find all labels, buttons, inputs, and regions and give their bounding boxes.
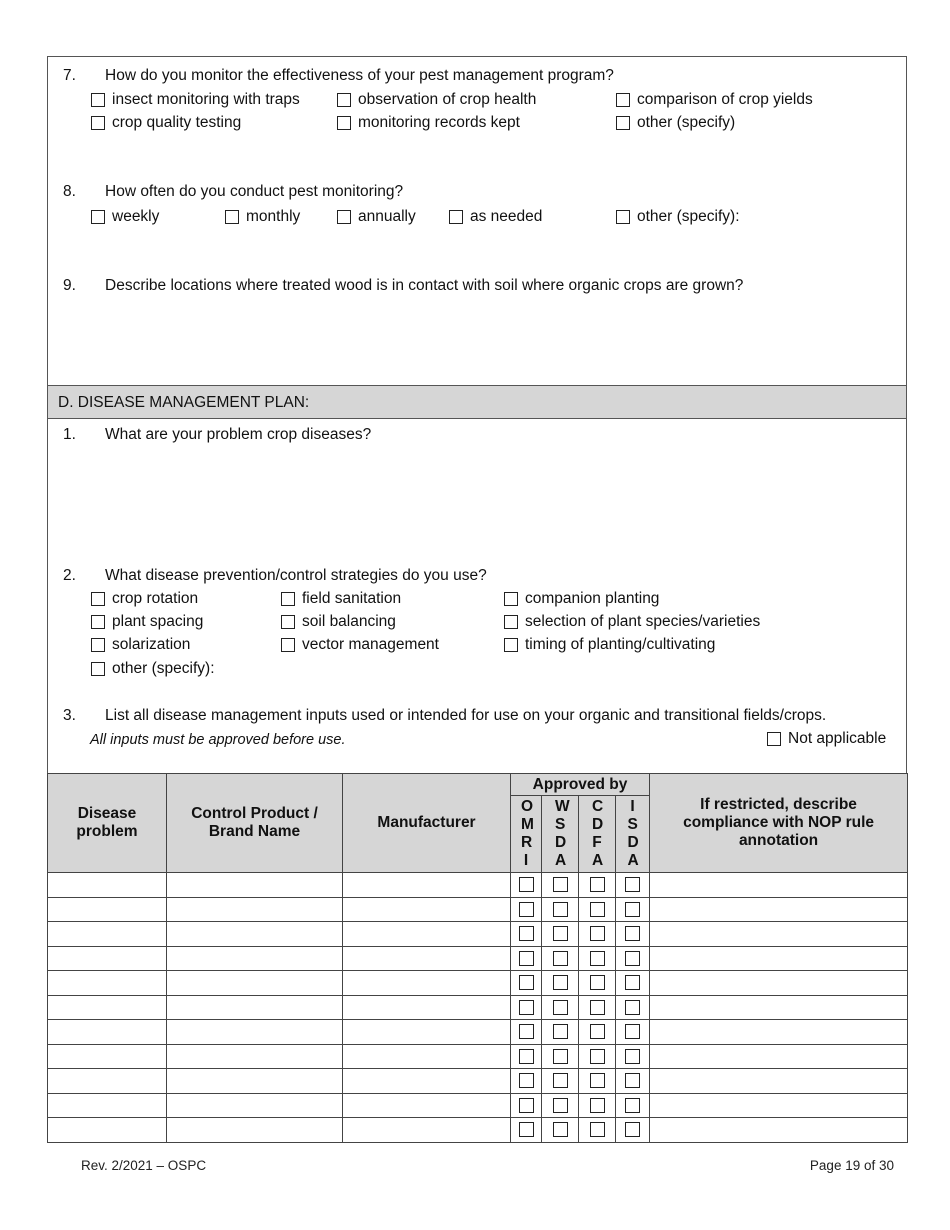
cell-restricted[interactable]	[650, 1069, 908, 1094]
checkbox[interactable]	[449, 210, 463, 224]
option-other-specify[interactable]: other (specify):	[616, 207, 740, 227]
option-monthly[interactable]: monthly	[225, 207, 300, 227]
checkbox[interactable]	[91, 638, 105, 652]
table-row	[48, 1020, 908, 1045]
approval-checkbox[interactable]	[519, 926, 534, 941]
header-wsda: W S D A	[542, 796, 579, 873]
checkbox[interactable]	[337, 93, 351, 107]
approval-checkbox[interactable]	[553, 1024, 568, 1039]
header-manufacturer: Manufacturer	[343, 774, 511, 873]
cell-control-product[interactable]	[167, 922, 343, 947]
approval-checkbox[interactable]	[553, 975, 568, 990]
cell-disease-problem[interactable]	[48, 922, 167, 947]
approval-checkbox[interactable]	[519, 1098, 534, 1113]
question-number: 1.	[63, 426, 76, 443]
option-crop-yields[interactable]: comparison of crop yields	[616, 90, 813, 110]
table-row	[48, 1044, 908, 1069]
cell-wsda	[542, 873, 579, 898]
cell-omri	[511, 995, 542, 1020]
cell-manufacturer[interactable]	[343, 995, 511, 1020]
question-text: What disease prevention/control strategies do you use?	[105, 567, 487, 584]
option-species-selection[interactable]: selection of plant species/varieties	[504, 612, 760, 632]
option-other-specify[interactable]: other (specify)	[616, 113, 735, 133]
approval-checkbox[interactable]	[519, 1049, 534, 1064]
approval-checkbox[interactable]	[625, 1024, 640, 1039]
approval-checkbox[interactable]	[519, 975, 534, 990]
option-field-sanitation[interactable]: field sanitation	[281, 589, 401, 609]
cell-disease-problem[interactable]	[48, 1044, 167, 1069]
option-insect-traps[interactable]: insect monitoring with traps	[91, 90, 300, 110]
cell-isda	[616, 995, 650, 1020]
approval-checkbox[interactable]	[625, 877, 640, 892]
approval-checkbox[interactable]	[553, 1073, 568, 1088]
approval-checkbox[interactable]	[590, 951, 605, 966]
approval-checkbox[interactable]	[625, 926, 640, 941]
option-crop-health[interactable]: observation of crop health	[337, 90, 536, 110]
approval-checkbox[interactable]	[590, 1098, 605, 1113]
cell-isda	[616, 922, 650, 947]
question-number: 7.	[63, 67, 76, 84]
cell-wsda	[542, 1069, 579, 1094]
cell-omri	[511, 1069, 542, 1094]
form-page	[47, 56, 907, 1141]
approval-checkbox[interactable]	[590, 1049, 605, 1064]
cell-omri	[511, 1020, 542, 1045]
cell-disease-problem[interactable]	[48, 1118, 167, 1143]
approval-checkbox[interactable]	[625, 1049, 640, 1064]
option-crop-rotation[interactable]: crop rotation	[91, 589, 198, 609]
cell-manufacturer[interactable]	[343, 897, 511, 922]
footer-page-number: Page 19 of 30	[809, 1158, 894, 1173]
cell-omri	[511, 971, 542, 996]
cell-isda	[616, 1020, 650, 1045]
approval-checkbox[interactable]	[553, 1000, 568, 1015]
approval-note: All inputs must be approved before use.	[90, 732, 346, 748]
option-records-kept[interactable]: monitoring records kept	[337, 113, 520, 133]
approval-checkbox[interactable]	[553, 1049, 568, 1064]
cell-cdfa	[579, 971, 616, 996]
checkbox[interactable]	[91, 93, 105, 107]
cell-restricted[interactable]	[650, 1093, 908, 1118]
option-other-specify[interactable]: other (specify):	[91, 659, 215, 679]
cell-restricted[interactable]	[650, 1118, 908, 1143]
cell-cdfa	[579, 1118, 616, 1143]
cell-control-product[interactable]	[167, 1020, 343, 1045]
option-soil-balancing[interactable]: soil balancing	[281, 612, 396, 632]
approval-checkbox[interactable]	[519, 1000, 534, 1015]
cell-isda	[616, 873, 650, 898]
cell-restricted[interactable]	[650, 946, 908, 971]
approval-checkbox[interactable]	[625, 975, 640, 990]
cell-cdfa	[579, 995, 616, 1020]
cell-isda	[616, 1044, 650, 1069]
cell-control-product[interactable]	[167, 873, 343, 898]
question-number: 3.	[63, 707, 76, 724]
header-omri: O M R I	[511, 796, 542, 873]
approval-checkbox[interactable]	[553, 951, 568, 966]
approval-checkbox[interactable]	[553, 926, 568, 941]
approval-checkbox[interactable]	[519, 1122, 534, 1137]
approval-checkbox[interactable]	[625, 902, 640, 917]
header-isda: I S D A	[616, 796, 650, 873]
cell-wsda	[542, 995, 579, 1020]
cell-restricted[interactable]	[650, 1020, 908, 1045]
option-plant-spacing[interactable]: plant spacing	[91, 612, 203, 632]
checkbox[interactable]	[91, 615, 105, 629]
approval-checkbox[interactable]	[519, 951, 534, 966]
checkbox[interactable]	[281, 592, 295, 606]
not-applicable-option[interactable]: Not applicable	[767, 729, 886, 749]
cell-restricted[interactable]	[650, 971, 908, 996]
checkbox[interactable]	[616, 210, 630, 224]
cell-wsda	[542, 897, 579, 922]
cell-isda	[616, 897, 650, 922]
cell-cdfa	[579, 1044, 616, 1069]
cell-isda	[616, 946, 650, 971]
question-number: 2.	[63, 567, 76, 584]
cell-omri	[511, 1118, 542, 1143]
footer-revision: Rev. 2/2021 – OSPC	[81, 1158, 207, 1173]
cell-isda	[616, 1118, 650, 1143]
header-cdfa: C D F A	[579, 796, 616, 873]
approval-checkbox[interactable]	[519, 1073, 534, 1088]
approval-checkbox[interactable]	[590, 1024, 605, 1039]
checkbox[interactable]	[337, 116, 351, 130]
cell-restricted[interactable]	[650, 1044, 908, 1069]
table-row	[48, 971, 908, 996]
table-row	[48, 995, 908, 1020]
cell-omri	[511, 897, 542, 922]
approval-checkbox[interactable]	[590, 926, 605, 941]
option-weekly[interactable]: weekly	[91, 207, 159, 227]
checkbox[interactable]	[504, 592, 518, 606]
cell-manufacturer[interactable]	[343, 1118, 511, 1143]
table-row	[48, 897, 908, 922]
option-timing-planting[interactable]: timing of planting/cultivating	[504, 635, 715, 655]
cell-control-product[interactable]	[167, 1093, 343, 1118]
option-annually[interactable]: annually	[337, 207, 416, 227]
cell-isda	[616, 1069, 650, 1094]
cell-restricted[interactable]	[650, 995, 908, 1020]
cell-manufacturer[interactable]	[343, 1044, 511, 1069]
section-d-header	[48, 385, 906, 419]
cell-isda	[616, 1093, 650, 1118]
cell-wsda	[542, 1093, 579, 1118]
cell-manufacturer[interactable]	[343, 946, 511, 971]
cell-restricted[interactable]	[650, 897, 908, 922]
checkbox[interactable]	[91, 210, 105, 224]
cell-cdfa	[579, 873, 616, 898]
question-text: How do you monitor the effectiveness of your pest management program?	[105, 67, 614, 84]
header-approved-by: Approved by	[511, 774, 650, 796]
approval-checkbox[interactable]	[553, 902, 568, 917]
approval-checkbox[interactable]	[553, 877, 568, 892]
question-text: Describe locations where treated wood is in contact with soil where organic crops are grown?	[105, 277, 744, 294]
approval-checkbox[interactable]	[625, 1122, 640, 1137]
cell-wsda	[542, 946, 579, 971]
question-number: 8.	[63, 183, 76, 200]
approval-checkbox[interactable]	[553, 1098, 568, 1113]
option-as-needed[interactable]: as needed	[449, 207, 542, 227]
cell-restricted[interactable]	[650, 873, 908, 898]
cell-omri	[511, 1093, 542, 1118]
table-row	[48, 1069, 908, 1094]
question-text: List all disease management inputs used or intended for use on your organic and transitional fields/crops.	[105, 707, 827, 724]
option-vector-management[interactable]: vector management	[281, 635, 439, 655]
cell-cdfa	[579, 922, 616, 947]
checkbox[interactable]	[767, 732, 781, 746]
approval-checkbox[interactable]	[519, 1024, 534, 1039]
cell-manufacturer[interactable]	[343, 1020, 511, 1045]
cell-wsda	[542, 971, 579, 996]
approval-checkbox[interactable]	[625, 951, 640, 966]
cell-disease-problem[interactable]	[48, 873, 167, 898]
header-control-product: Control Product / Brand Name	[167, 774, 343, 873]
option-companion-planting[interactable]: companion planting	[504, 589, 659, 609]
cell-disease-problem[interactable]	[48, 946, 167, 971]
checkbox[interactable]	[91, 116, 105, 130]
checkbox[interactable]	[504, 638, 518, 652]
checkbox[interactable]	[504, 615, 518, 629]
cell-omri	[511, 946, 542, 971]
checkbox[interactable]	[91, 662, 105, 676]
cell-cdfa	[579, 1093, 616, 1118]
cell-control-product[interactable]	[167, 1044, 343, 1069]
cell-control-product[interactable]	[167, 946, 343, 971]
approval-checkbox[interactable]	[590, 902, 605, 917]
cell-control-product[interactable]	[167, 1069, 343, 1094]
cell-restricted[interactable]	[650, 922, 908, 947]
table-row	[48, 922, 908, 947]
cell-wsda	[542, 1118, 579, 1143]
approval-checkbox[interactable]	[590, 1073, 605, 1088]
approval-checkbox[interactable]	[590, 1122, 605, 1137]
approval-checkbox[interactable]	[625, 1098, 640, 1113]
cell-isda	[616, 971, 650, 996]
cell-manufacturer[interactable]	[343, 873, 511, 898]
checkbox[interactable]	[337, 210, 351, 224]
cell-manufacturer[interactable]	[343, 971, 511, 996]
option-quality-testing[interactable]: crop quality testing	[91, 113, 241, 133]
cell-cdfa	[579, 1069, 616, 1094]
approval-checkbox[interactable]	[553, 1122, 568, 1137]
header-restricted: If restricted, describe compliance with NOP rule annotation	[650, 774, 908, 873]
approval-checkbox[interactable]	[519, 902, 534, 917]
option-solarization[interactable]: solarization	[91, 635, 190, 655]
checkbox[interactable]	[225, 210, 239, 224]
cell-control-product[interactable]	[167, 1118, 343, 1143]
cell-omri	[511, 922, 542, 947]
approval-checkbox[interactable]	[625, 1000, 640, 1015]
cell-omri	[511, 1044, 542, 1069]
cell-manufacturer[interactable]	[343, 1093, 511, 1118]
checkbox[interactable]	[616, 93, 630, 107]
cell-disease-problem[interactable]	[48, 897, 167, 922]
section-title: D. DISEASE MANAGEMENT PLAN:	[58, 394, 310, 411]
approval-checkbox[interactable]	[519, 877, 534, 892]
checkbox[interactable]	[281, 638, 295, 652]
cell-cdfa	[579, 1020, 616, 1045]
cell-manufacturer[interactable]	[343, 922, 511, 947]
header-disease-problem: Disease problem	[48, 774, 167, 873]
cell-wsda	[542, 1020, 579, 1045]
table-row	[48, 946, 908, 971]
table-row	[48, 1093, 908, 1118]
disease-inputs-table	[47, 773, 908, 1143]
cell-manufacturer[interactable]	[343, 1069, 511, 1094]
checkbox[interactable]	[91, 592, 105, 606]
checkbox[interactable]	[281, 615, 295, 629]
cell-cdfa	[579, 946, 616, 971]
cell-disease-problem[interactable]	[48, 1093, 167, 1118]
question-text: What are your problem crop diseases?	[105, 426, 372, 443]
table-row	[48, 873, 908, 898]
question-number: 9.	[63, 277, 76, 294]
cell-control-product[interactable]	[167, 897, 343, 922]
cell-control-product[interactable]	[167, 971, 343, 996]
cell-omri	[511, 873, 542, 898]
approval-checkbox[interactable]	[625, 1073, 640, 1088]
cell-wsda	[542, 1044, 579, 1069]
table-row	[48, 1118, 908, 1143]
cell-wsda	[542, 922, 579, 947]
cell-disease-problem[interactable]	[48, 1020, 167, 1045]
cell-disease-problem[interactable]	[48, 995, 167, 1020]
approval-checkbox[interactable]	[590, 877, 605, 892]
cell-cdfa	[579, 897, 616, 922]
checkbox[interactable]	[616, 116, 630, 130]
approval-checkbox[interactable]	[590, 1000, 605, 1015]
approval-checkbox[interactable]	[590, 975, 605, 990]
cell-disease-problem[interactable]	[48, 971, 167, 996]
question-text: How often do you conduct pest monitoring?	[105, 183, 404, 200]
cell-disease-problem[interactable]	[48, 1069, 167, 1094]
cell-control-product[interactable]	[167, 995, 343, 1020]
